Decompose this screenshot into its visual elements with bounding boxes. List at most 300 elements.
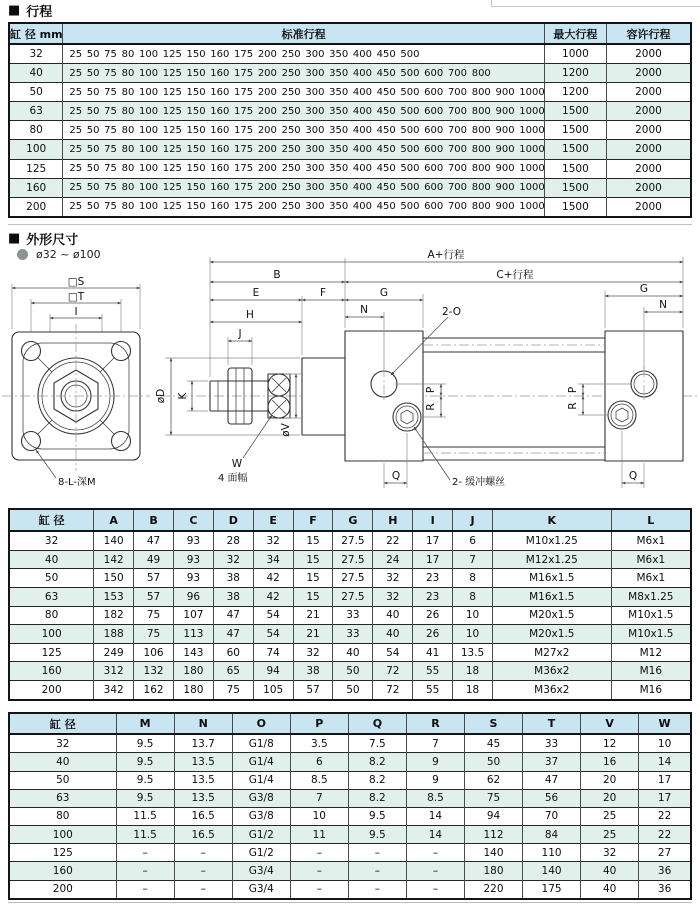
column-header: B — [134, 509, 174, 531]
table-cell: 36 — [639, 862, 691, 880]
table-cell: 15 — [293, 531, 333, 550]
table-cell: 80 — [9, 121, 63, 140]
table-cell: M10x1.5 — [611, 625, 691, 644]
table-cell: 3.5 — [290, 734, 348, 753]
table-row — [9, 121, 691, 140]
table-cell: 80 — [9, 807, 116, 825]
cushion-screw-callout-label: 2- 缓冲螺丝 — [452, 477, 506, 488]
table-cell: 11 — [290, 826, 348, 844]
table-cell: – — [116, 880, 174, 899]
column-header: R — [406, 713, 464, 734]
table-cell: 2000 — [606, 159, 691, 178]
table-row — [9, 178, 691, 197]
table-cell: 75 — [464, 789, 522, 807]
table-cell: – — [290, 880, 348, 899]
table-cell: 32 — [293, 643, 333, 662]
table-cell: 41 — [413, 643, 453, 662]
column-header: D — [213, 509, 253, 531]
table-cell: 94 — [253, 662, 293, 681]
table-cell: 160 — [9, 662, 94, 681]
section-title-stroke — [8, 1, 52, 20]
table-cell: 220 — [464, 880, 522, 899]
table-row — [9, 102, 691, 121]
table-cell: 63 — [9, 102, 63, 121]
column-header: Q — [348, 713, 406, 734]
table-cell: 160 — [9, 862, 116, 880]
dim-label-q-left: Q — [391, 470, 401, 482]
table-cell: 16 — [581, 753, 639, 771]
scan-artifact-line — [491, 0, 700, 7]
table-cell: 40 — [581, 862, 639, 880]
table-row — [9, 197, 691, 217]
table-cell: 26 — [413, 625, 453, 644]
table-cell: 47 — [523, 771, 581, 789]
table-cell: 27.5 — [333, 531, 373, 550]
table-cell: 32 — [9, 44, 63, 64]
dim-label-p-left: P — [425, 386, 437, 394]
table-row — [9, 643, 691, 662]
column-header: 缸 径 — [9, 713, 116, 734]
table-cell: 125 — [9, 844, 116, 862]
table-cell: 65 — [213, 662, 253, 681]
table-cell: 9.5 — [116, 734, 174, 753]
dim-label-h: H — [246, 309, 254, 321]
table-cell: 13.5 — [174, 753, 232, 771]
dim-label-dia-d: øD — [155, 388, 167, 404]
table-row — [9, 880, 691, 899]
table-cell: 47 — [213, 606, 253, 625]
table-cell: – — [406, 844, 464, 862]
table-cell: 32 — [9, 531, 94, 550]
table-cell: 10 — [639, 734, 691, 753]
table-cell: 2000 — [606, 140, 691, 159]
column-header: E — [253, 509, 293, 531]
table-cell: 63 — [9, 789, 116, 807]
table-cell: 1500 — [544, 121, 606, 140]
table-cell: 40 — [373, 625, 413, 644]
table-cell: 200 — [9, 681, 94, 700]
table-row — [9, 862, 691, 880]
table-cell: 25 50 75 80 100 125 150 160 175 200 250 300 350 400 450 500 600 700 800 900 1000 — [63, 178, 545, 197]
table-cell: 2000 — [606, 102, 691, 121]
section-marker-icon: ■ — [8, 231, 21, 246]
table-cell: 49 — [134, 550, 174, 569]
dim-label-j: J — [238, 328, 242, 340]
dimension-table-m-w — [8, 712, 692, 900]
table-cell: 160 — [9, 178, 63, 197]
table-cell: M8x1.25 — [611, 588, 691, 607]
dim-label-i: I — [74, 306, 78, 318]
dim-label-b: B — [273, 269, 281, 281]
table-cell: 13.5 — [174, 771, 232, 789]
table-cell: 18 — [453, 681, 493, 700]
table-cell: 7 — [406, 734, 464, 753]
dim-label-n-right: N — [659, 299, 667, 311]
table-cell: 249 — [94, 643, 134, 662]
table-cell: 17 — [413, 531, 453, 550]
table-cell: 38 — [213, 569, 253, 588]
column-header: W — [639, 713, 691, 734]
table-cell: 15 — [293, 569, 333, 588]
table-cell: 13.7 — [174, 734, 232, 753]
side-view-drawing — [155, 248, 697, 488]
table-cell: 17 — [639, 789, 691, 807]
table-cell: G3/4 — [232, 880, 290, 899]
table-cell: 40 — [9, 550, 94, 569]
dim-label-e: E — [252, 287, 260, 299]
table-cell: 1500 — [544, 140, 606, 159]
table-cell: 9 — [406, 771, 464, 789]
column-header: 最大行程 — [544, 23, 606, 44]
table-cell: 50 — [9, 569, 94, 588]
table-cell: 7 — [290, 789, 348, 807]
table-cell: 55 — [413, 681, 453, 700]
dim-label-c-stroke: C+行程 — [496, 269, 534, 281]
table-cell: 20 — [581, 771, 639, 789]
table-cell: 106 — [134, 643, 174, 662]
table-cell: 9.5 — [116, 753, 174, 771]
table-cell: 42 — [253, 569, 293, 588]
table-cell: 47 — [213, 625, 253, 644]
header-row — [9, 23, 691, 44]
wrench-flat-label-w: W — [231, 458, 243, 470]
table-cell: 27.5 — [333, 588, 373, 607]
table-cell: 96 — [173, 588, 213, 607]
table-cell: 7.5 — [348, 734, 406, 753]
column-header: 缸 径 — [9, 509, 94, 531]
column-header: J — [453, 509, 493, 531]
table-row — [9, 44, 691, 64]
table-cell: 18 — [453, 662, 493, 681]
port-callout-label: 2-O — [442, 306, 462, 318]
table-cell: 107 — [173, 606, 213, 625]
header-row — [9, 713, 691, 734]
table-cell: 24 — [373, 550, 413, 569]
table-cell: 23 — [413, 569, 453, 588]
table-cell: 25 — [581, 807, 639, 825]
table-cell: 2000 — [606, 44, 691, 64]
column-header: 容许行程 — [606, 23, 691, 44]
table-cell: M10x1.5 — [611, 606, 691, 625]
table-cell: 34 — [253, 550, 293, 569]
table-cell: 100 — [9, 625, 94, 644]
table-cell: M10x1.25 — [492, 531, 611, 550]
table-cell: 14 — [406, 807, 464, 825]
table-cell: 93 — [173, 531, 213, 550]
dim-label-g-right: G — [639, 283, 649, 295]
table-cell: G1/4 — [232, 771, 290, 789]
table-cell: – — [174, 880, 232, 899]
column-header: 缸 径 mm — [9, 23, 63, 44]
column-header: A — [94, 509, 134, 531]
table-cell: 36 — [639, 880, 691, 899]
table-cell: 110 — [523, 844, 581, 862]
table-cell: 25 50 75 80 100 125 150 160 175 200 250 300 350 400 450 500 600 700 800 900 1000 — [63, 121, 545, 140]
table-cell: 21 — [293, 625, 333, 644]
table-cell: G1/2 — [232, 826, 290, 844]
table-cell: 132 — [134, 662, 174, 681]
table-cell: 25 50 75 80 100 125 150 160 175 200 250 300 350 400 450 500 600 700 800 900 1000 — [63, 159, 545, 178]
table-cell: 9.5 — [116, 789, 174, 807]
column-header: S — [464, 713, 522, 734]
table-cell: – — [116, 844, 174, 862]
table-cell: 26 — [413, 606, 453, 625]
dim-label-s: □S — [67, 276, 85, 288]
table-cell: – — [290, 844, 348, 862]
dim-label-k: K — [177, 392, 189, 400]
table-cell: 14 — [639, 753, 691, 771]
table-cell: 1500 — [544, 159, 606, 178]
table-cell: M16x1.5 — [492, 588, 611, 607]
table-cell: 2000 — [606, 197, 691, 217]
table-row — [9, 550, 691, 569]
table-cell: 22 — [639, 807, 691, 825]
table-cell: 32 — [581, 844, 639, 862]
table-cell: 10 — [290, 807, 348, 825]
table-cell: 180 — [173, 662, 213, 681]
table-cell: 9.5 — [348, 807, 406, 825]
table-cell: 8.2 — [348, 789, 406, 807]
table-cell: – — [174, 844, 232, 862]
table-row — [9, 753, 691, 771]
table-cell: 11.5 — [116, 807, 174, 825]
table-cell: 23 — [413, 588, 453, 607]
table-cell: G1/2 — [232, 844, 290, 862]
table-cell: M6x1 — [611, 531, 691, 550]
dim-label-dia-v: øV — [280, 423, 292, 437]
table-cell: 8.5 — [290, 771, 348, 789]
table-cell: 54 — [373, 643, 413, 662]
table-cell: 140 — [523, 862, 581, 880]
table-cell: 63 — [9, 588, 94, 607]
table-cell: 50 — [333, 662, 373, 681]
column-header: K — [492, 509, 611, 531]
table-row — [9, 159, 691, 178]
table-cell: 32 — [253, 531, 293, 550]
table-cell: 27.5 — [333, 569, 373, 588]
table-cell: 84 — [523, 826, 581, 844]
column-header: N — [174, 713, 232, 734]
table-row — [9, 789, 691, 807]
column-header: T — [523, 713, 581, 734]
table-cell: 200 — [9, 197, 63, 217]
table-cell: 13.5 — [174, 789, 232, 807]
table-cell: 1000 — [544, 44, 606, 64]
table-cell: 11.5 — [116, 826, 174, 844]
table-cell: 142 — [94, 550, 134, 569]
table-cell: 40 — [9, 753, 116, 771]
table-cell: 22 — [639, 826, 691, 844]
table-cell: 33 — [333, 625, 373, 644]
table-cell: 17 — [639, 771, 691, 789]
table-cell: 25 50 75 80 100 125 150 160 175 200 250 300 350 400 450 500 — [63, 44, 545, 64]
table-cell: 28 — [213, 531, 253, 550]
table-cell: 2000 — [606, 121, 691, 140]
table-cell: 72 — [373, 662, 413, 681]
table-cell: – — [348, 844, 406, 862]
table-cell: 54 — [253, 606, 293, 625]
table-cell: 10 — [453, 625, 493, 644]
column-header: C — [173, 509, 213, 531]
table-row — [9, 531, 691, 550]
wrench-flat-note: 4 面幅 — [218, 473, 248, 484]
table-cell: 25 50 75 80 100 125 150 160 175 200 250 300 350 400 450 500 600 700 800 900 1000 — [63, 140, 545, 159]
table-cell: G3/4 — [232, 862, 290, 880]
table-cell: 54 — [253, 625, 293, 644]
table-cell: 9.5 — [348, 826, 406, 844]
column-header: F — [293, 509, 333, 531]
dim-label-t: □T — [67, 291, 85, 303]
table-row — [9, 140, 691, 159]
table-cell: 153 — [94, 588, 134, 607]
dim-label-g-left: G — [379, 287, 389, 299]
dim-label-r-left: R — [425, 403, 437, 411]
table-cell: 57 — [134, 588, 174, 607]
table-cell: 32 — [373, 588, 413, 607]
table-cell: 15 — [293, 588, 333, 607]
table-row — [9, 826, 691, 844]
table-cell: 75 — [134, 606, 174, 625]
table-cell: 182 — [94, 606, 134, 625]
dim-label-r-right: R — [567, 402, 579, 410]
table-cell: G3/8 — [232, 807, 290, 825]
table-cell: 6 — [453, 531, 493, 550]
table-cell: 100 — [9, 826, 116, 844]
table-cell: 25 50 75 80 100 125 150 160 175 200 250 300 350 400 450 500 600 700 800 900 1000 — [63, 197, 545, 217]
table-cell: G1/8 — [232, 734, 290, 753]
table-cell: – — [406, 862, 464, 880]
table-cell: G1/4 — [232, 753, 290, 771]
column-header: V — [581, 713, 639, 734]
table-row — [9, 734, 691, 753]
table-cell: – — [116, 862, 174, 880]
separator-line — [8, 224, 692, 225]
table-cell: M20x1.5 — [492, 625, 611, 644]
table-cell: M16 — [611, 662, 691, 681]
table-cell: 33 — [333, 606, 373, 625]
front-view-drawing — [2, 276, 150, 488]
table-cell: 7 — [453, 550, 493, 569]
table-cell: 25 50 75 80 100 125 150 160 175 200 250 300 350 400 450 500 600 700 800 900 1000 — [63, 102, 545, 121]
table-cell: 21 — [293, 606, 333, 625]
section-title-text: 行程 — [26, 5, 53, 20]
table-cell: 125 — [9, 159, 63, 178]
table-cell: 22 — [373, 531, 413, 550]
table-cell: 17 — [413, 550, 453, 569]
table-cell: 188 — [94, 625, 134, 644]
table-cell: 27 — [639, 844, 691, 862]
table-cell: 13.5 — [453, 643, 493, 662]
outline-dimension-drawing — [0, 245, 700, 507]
table-cell: 62 — [464, 771, 522, 789]
table-cell: M6x1 — [611, 569, 691, 588]
table-row — [9, 588, 691, 607]
table-cell: 10 — [453, 606, 493, 625]
table-cell: 38 — [213, 588, 253, 607]
table-cell: 32 — [213, 550, 253, 569]
table-cell: 27.5 — [333, 550, 373, 569]
table-cell: 72 — [373, 681, 413, 700]
table-cell: 37 — [523, 753, 581, 771]
table-cell: 75 — [134, 625, 174, 644]
table-cell: 40 — [373, 606, 413, 625]
table-cell: 16.5 — [174, 826, 232, 844]
table-cell: 162 — [134, 681, 174, 700]
dim-label-q-right: Q — [628, 470, 638, 482]
table-cell: 200 — [9, 880, 116, 899]
table-cell: 180 — [464, 862, 522, 880]
table-cell: 25 — [581, 826, 639, 844]
table-cell: 140 — [464, 844, 522, 862]
table-cell: 8.2 — [348, 753, 406, 771]
table-cell: 74 — [253, 643, 293, 662]
column-header: L — [611, 509, 691, 531]
table-cell: 50 — [9, 83, 63, 102]
table-cell: 57 — [134, 569, 174, 588]
table-cell: 20 — [581, 789, 639, 807]
table-cell: 2000 — [606, 178, 691, 197]
header-row — [9, 509, 691, 531]
table-cell: – — [174, 862, 232, 880]
dim-label-p-right: P — [567, 386, 579, 394]
dimension-table-a-l — [8, 508, 692, 701]
table-row — [9, 64, 691, 83]
table-row — [9, 606, 691, 625]
table-cell: 150 — [94, 569, 134, 588]
table-row — [9, 569, 691, 588]
column-header: 标准行程 — [63, 23, 545, 44]
table-cell: 32 — [373, 569, 413, 588]
stroke-table — [8, 22, 692, 218]
table-row — [9, 83, 691, 102]
table-cell: M36x2 — [492, 681, 611, 700]
table-cell: 75 — [213, 681, 253, 700]
table-cell: 14 — [406, 826, 464, 844]
table-cell: 175 — [523, 880, 581, 899]
table-cell: 112 — [464, 826, 522, 844]
table-cell: M16x1.5 — [492, 569, 611, 588]
table-cell: 6 — [290, 753, 348, 771]
table-cell: 1200 — [544, 64, 606, 83]
table-cell: 105 — [253, 681, 293, 700]
table-cell: M20x1.5 — [492, 606, 611, 625]
table-cell: – — [348, 862, 406, 880]
dim-label-f: F — [319, 287, 327, 299]
dim-label-n-left: N — [360, 304, 368, 316]
table-cell: 80 — [9, 606, 94, 625]
table-cell: 2000 — [606, 83, 691, 102]
table-cell: M12x1.25 — [492, 550, 611, 569]
table-row — [9, 662, 691, 681]
table-cell: 16.5 — [174, 807, 232, 825]
table-row — [9, 625, 691, 644]
table-row — [9, 807, 691, 825]
table-cell: 113 — [173, 625, 213, 644]
table-cell: 8 — [453, 569, 493, 588]
table-cell: 33 — [523, 734, 581, 753]
table-cell: 1500 — [544, 102, 606, 121]
table-cell: 8 — [453, 588, 493, 607]
table-cell: 180 — [173, 681, 213, 700]
table-cell: M27x2 — [492, 643, 611, 662]
table-cell: M36x2 — [492, 662, 611, 681]
table-cell: 8.2 — [348, 771, 406, 789]
table-cell: 2000 — [606, 64, 691, 83]
table-cell: 25 50 75 80 100 125 150 160 175 200 250 300 350 400 450 500 600 700 800 — [63, 64, 545, 83]
table-row — [9, 681, 691, 700]
table-cell: 93 — [173, 550, 213, 569]
table-cell: 1500 — [544, 178, 606, 197]
